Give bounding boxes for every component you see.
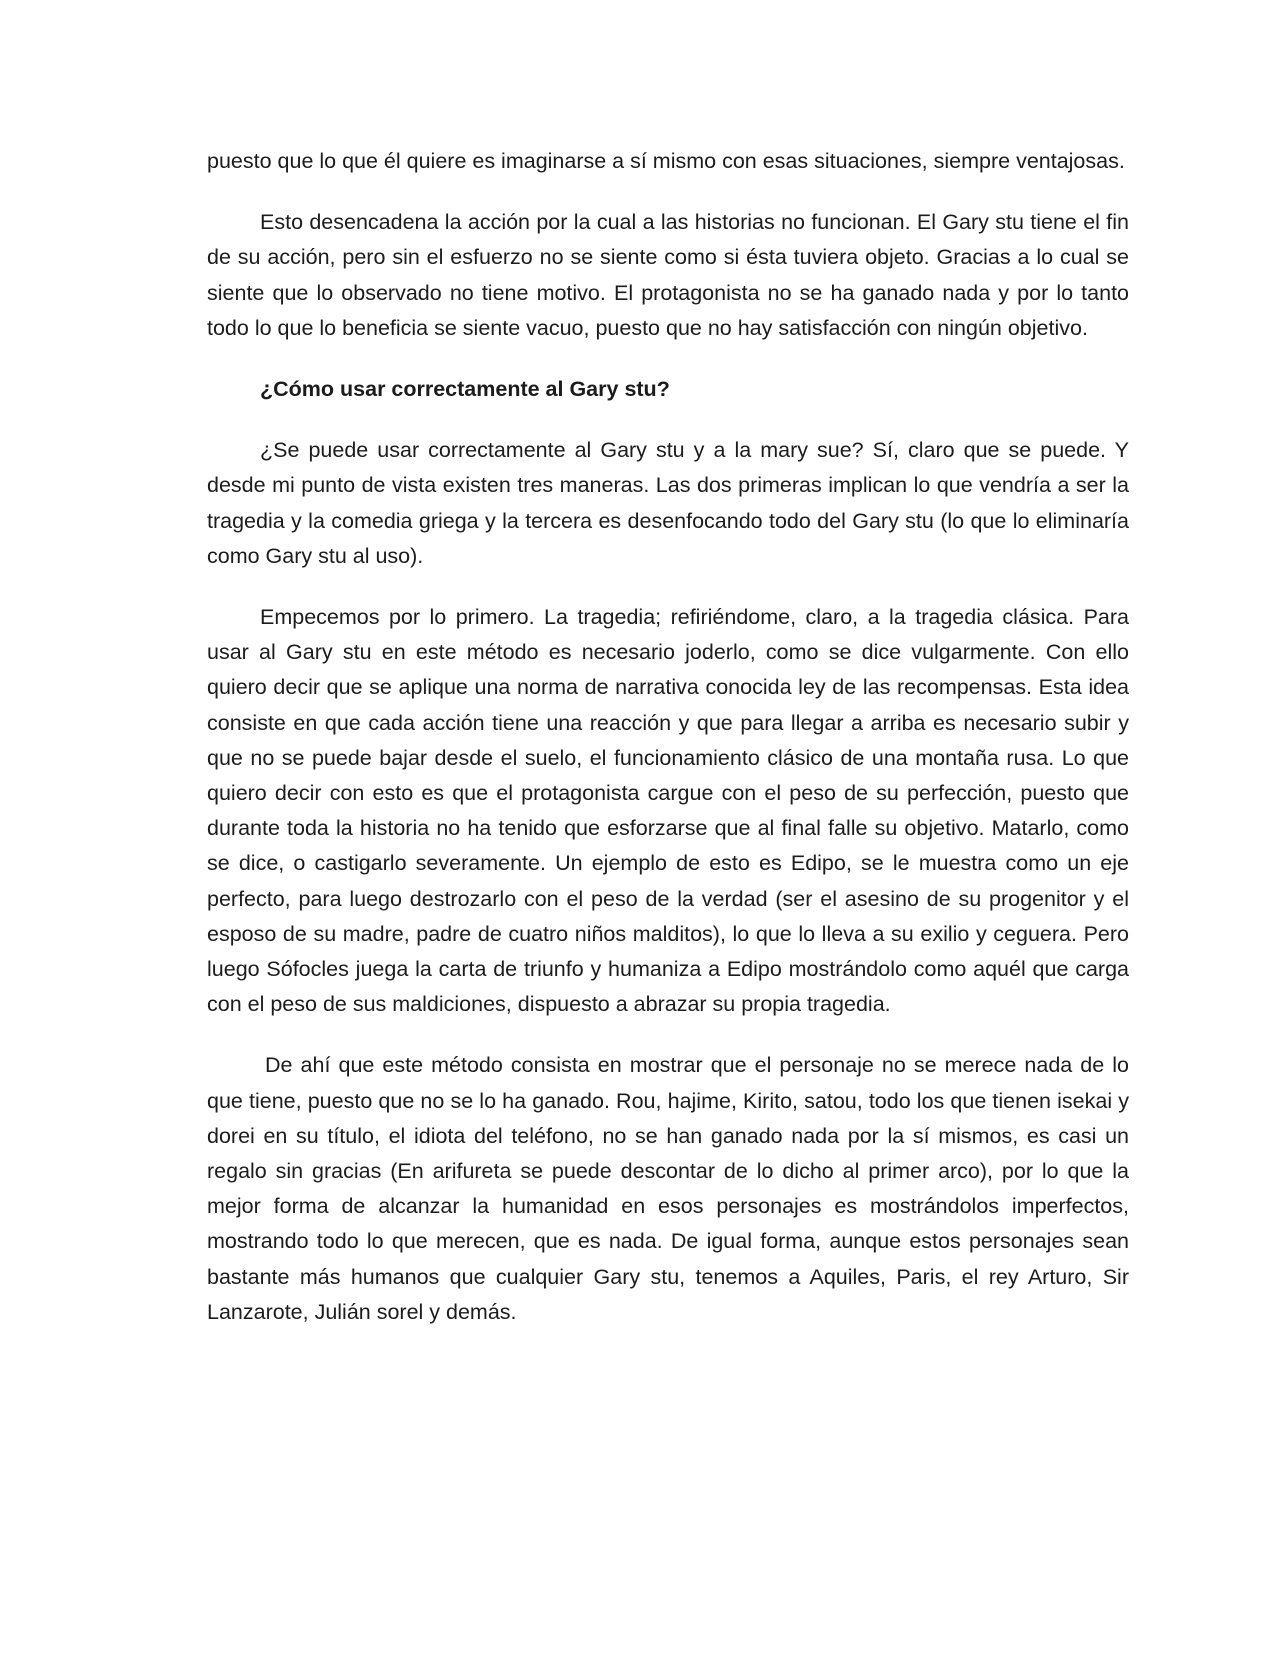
paragraph-method-examples: De ahí que este método consista en mostrar que el personaje no se merece nada de lo que tiene, puesto que no se lo ha ganado. Rou, hajime, Kirito, satou, todo los que tienen isekai y dorei en su título, el idiota del teléfono, no se han ganado nada por la sí mismos, es casi un regalo sin gracias (En arifureta se puede descontar de lo dicho al primer arco), por lo que la mejor forma de alcanzar la humanidad en esos personajes es mostrándolos imperfectos, mostrando todo lo que merecen, que es nada. De igual forma, aunque estos personajes sean bastante más humanos que cualquier Gary stu, tenemos a Aquiles, Paris, el rey Arturo, Sir Lanzarote, Julián sorel y demás. — [207, 1053, 1129, 1324]
paragraph-gary-stu-effect: Esto desencadena la acción por la cual a las historias no funcionan. El Gary stu tiene el fin de su acción, pero sin el esfuerzo no se siente como si ésta tuviera objeto. Gracias a lo cual se siente que lo observado no tiene motivo. El protagonista no se ha ganado nada y por lo tanto todo lo que lo beneficia se siente vacuo, puesto que no hay satisfacción con ningún objetivo. — [207, 210, 1129, 340]
paragraph-correct-usage: ¿Se puede usar correctamente al Gary stu y a la mary sue? Sí, claro que se puede. Y desde mi punto de vista existen tres maneras. Las dos primeras implican lo que vendría a ser la tragedia y la comedia griega y la tercera es desenfocando todo del Gary stu (lo que lo eliminaría como Gary stu al uso). — [207, 438, 1129, 568]
paragraph-continuation: puesto que lo que él quiere es imaginarse a sí mismo con esas situaciones, siempre ventajosas. — [207, 149, 1125, 173]
document-body — [207, 144, 1129, 1356]
section-heading: ¿Cómo usar correctamente al Gary stu? — [260, 377, 670, 402]
paragraph-tragedy: Empecemos por lo primero. La tragedia; refiriéndome, claro, a la tragedia clásica. Para usar al Gary stu en este método es necesario joderlo, como se dice vulgarmente. Con ello quiero decir que se aplique una norma de narrativa conocida ley de las recompensas. Esta idea consiste en que cada acción tiene una reacción y que para llegar a arriba es necesario subir y que no se puede bajar desde el suelo, el funcionamiento clásico de una montaña rusa. Lo que quiero decir con esto es que el protagonista cargue con el peso de su perfección, puesto que durante toda la historia no ha tenido que esforzarse que al final falle su objetivo. Matarlo, como se dice, o castigarlo severamente. Un ejemplo de esto es Edipo, se le muestra como un eje perfecto, para luego destrozarlo con el peso de la verdad (ser el asesino de su progenitor y el esposo de su madre, padre de cuatro niños malditos), lo que lo lleva a su exilio y ceguera. Pero luego Sófocles juega la carta de triunfo y humaniza a Edipo mostrándolo como aquél que carga con el peso de sus maldiciones, dispuesto a abrazar su propia tragedia. — [207, 605, 1129, 1017]
